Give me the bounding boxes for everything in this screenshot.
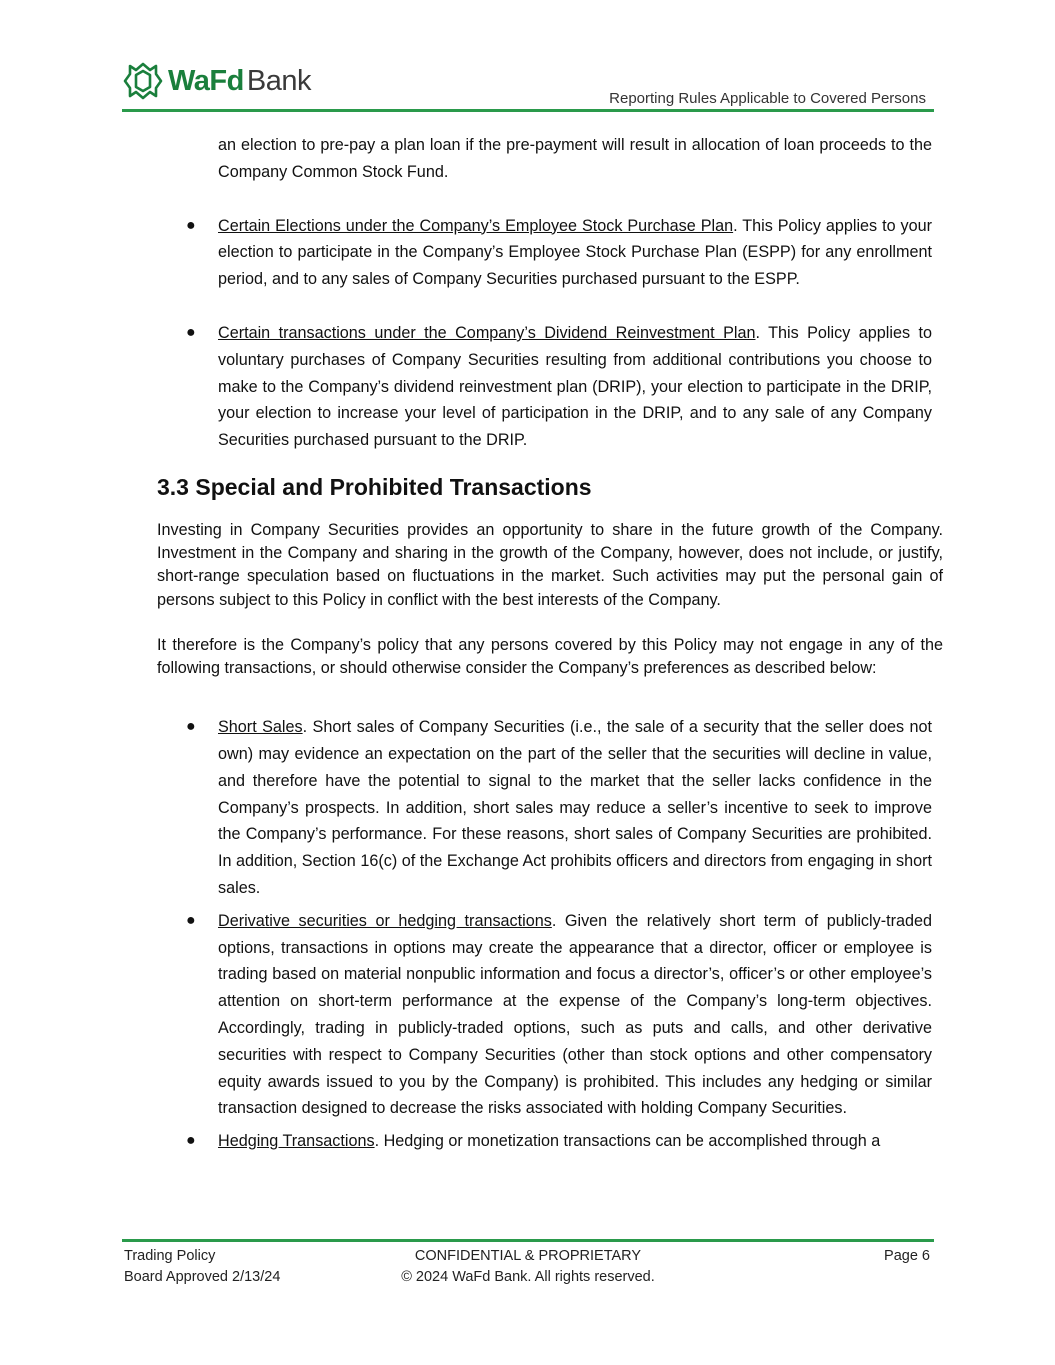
list-item-continuation	[157, 132, 943, 186]
footer-divider	[122, 1239, 934, 1242]
page-number: Page 6	[884, 1248, 930, 1264]
bullet-title: Short Sales	[218, 718, 303, 737]
footer-approval-date: Board Approved 2/13/24	[124, 1269, 281, 1285]
page-footer	[122, 1239, 934, 1290]
bullet-icon: ●	[186, 1132, 196, 1150]
list-item	[157, 714, 943, 902]
footer-confidential: CONFIDENTIAL & PROPRIETARY	[414, 1248, 642, 1264]
list-item	[157, 213, 943, 293]
footer-doc-title: Trading Policy	[124, 1248, 216, 1264]
list-item	[157, 908, 943, 1122]
brand-name-bold: WaFd	[168, 64, 244, 97]
header-divider	[122, 109, 934, 112]
bullet-text: . This Policy applies to voluntary purchases of Company Securities resulting from additional contributions you choose to make to the Company’s dividend reinvestment plan (DRIP), your election to participate in the DRIP, your election to increase your level of participation in the DRIP, and to any sale of any Company Securities purchased pursuant to the DRIP.	[218, 323, 932, 450]
wafd-logo	[122, 60, 311, 102]
document-body	[157, 132, 943, 1155]
bullet-icon: ●	[186, 911, 196, 929]
section-heading: 3.3 Special and Prohibited Transactions	[157, 473, 592, 500]
bullet-icon: ●	[186, 718, 196, 736]
paragraph: It therefore is the Company’s policy that any persons covered by this Policy may not engage in any of the following transactions, or should otherwise consider the Company’s preferences as described below:	[157, 635, 943, 677]
bullet-text: . Hedging or monetization transactions can be accomplished through a	[374, 1132, 881, 1151]
bullet-text: . This Policy applies to your election to participate in the Company’s Employee Stock Purchase Plan (ESPP) for any enrollment period, and to any sales of Company Securities purchased pursuant to the ESPP.	[218, 216, 932, 289]
page-header	[122, 58, 934, 112]
bullet-title: Derivative securities or hedging transactions	[218, 911, 552, 930]
paragraph: Investing in Company Securities provides an opportunity to share in the future growth of the Company. Investment in the Company and sharing in the growth of the Company, however, does not include, or justify, short-range speculation based on fluctuations in the market. Such activities may put the personal gain of persons subject to this Policy in conflict with the best interests of the Company.	[157, 520, 943, 609]
bullet-text: . Short sales of Company Securities (i.e., the sale of a security that the seller does not own) may evidence an expectation on the part of the seller that the securities will decline in value, and therefore have the potential to signal to the market that the seller lacks confidence in the Company’s prospects. In addition, short sales may reduce a seller’s incentive to seek to improve the Company’s performance. For these reasons, short sales of Company Securities are prohibited. In addition, Section 16(c) of the Exchange Act prohibits officers and directors from engaging in short sales.	[218, 718, 932, 897]
bullet-icon: ●	[186, 323, 196, 341]
bullet-icon: ●	[186, 216, 196, 234]
bullet-title: Certain transactions under the Company’s Dividend Reinvestment Plan	[218, 323, 756, 342]
header-title: Reporting Rules Applicable to Covered Persons	[609, 90, 926, 107]
bullet-title: Hedging Transactions	[218, 1132, 375, 1151]
bullet-text: . Given the relatively short term of publicly-traded options, transactions in options may create the appearance that a director, officer or employee is trading based on material nonpublic information and focus a director’s, officer’s or other employee’s attention on short-term performance at the expense of the Company’s long-term objectives. Accordingly, trading in publicly-traded options, such as puts and calls, and other derivative securities with respect to Company Securities (other than stock options and other compensatory equity awards issued to you by the Company) is prohibited. This includes any hedging or similar transaction designed to decrease the risks associated with holding Company Securities.	[218, 911, 933, 1118]
paragraph: an election to pre-pay a plan loan if the pre-payment will result in allocation of loan proceeds to the Company Common Stock Fund.	[218, 136, 932, 181]
footer-copyright: © 2024 WaFd Bank. All rights reserved.	[401, 1269, 655, 1285]
list-item	[157, 320, 943, 454]
list-item	[157, 1128, 943, 1155]
wafd-logo-icon	[122, 60, 164, 102]
bullet-title: Certain Elections under the Company’s Employee Stock Purchase Plan	[218, 216, 734, 235]
brand-name-light: Bank	[246, 64, 311, 97]
